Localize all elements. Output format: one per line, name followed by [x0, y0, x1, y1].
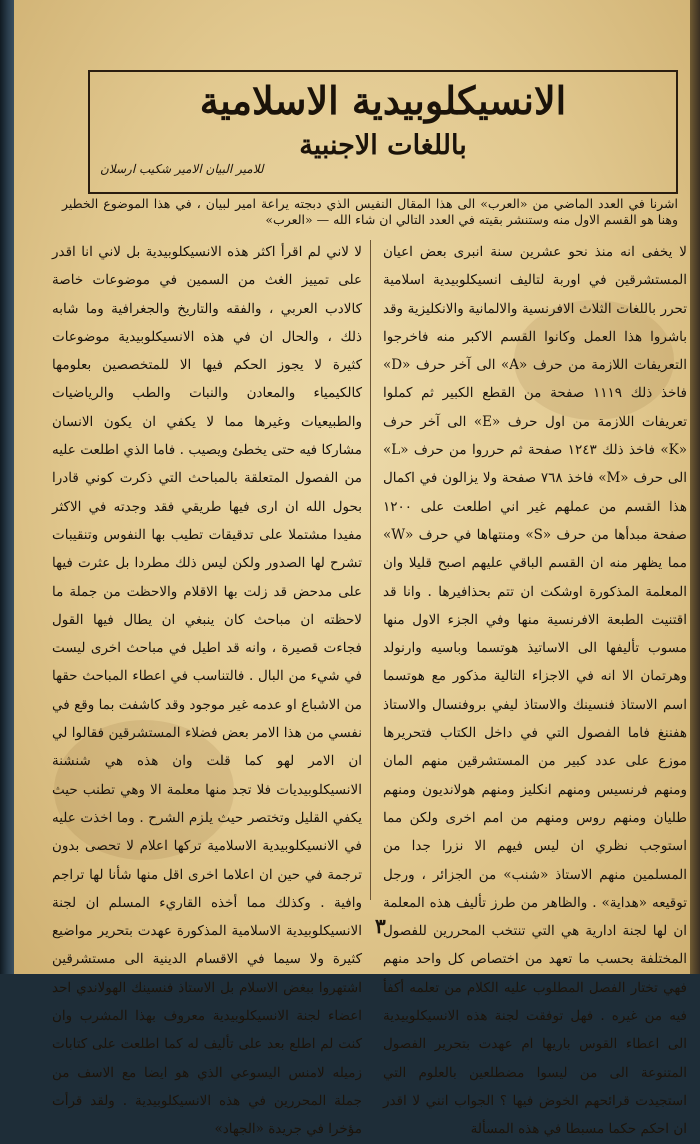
article-subtitle: باللغات الاجنبية [299, 130, 467, 161]
article-author: للامير البيان الامير شكيب ارسلان [100, 162, 264, 176]
book-binding [0, 0, 14, 974]
right-column-text: لا يخفى انه منذ نحو عشرين سنة انبرى بعض اعيان المستشرقين في اوربة لتاليف انسيكلوبيدية اسلامية تحرر باللغات الثلاث الافرنسية والالمانية والانكليزية وقد باشروا هذا العمل وكانوا القسم الاكبر منه فاخرجوا التعريفات اللازمة من حرف «A» الى آخر حرف «D» فاخذ ذلك ١١١٩ صفحة من القطع الكبير ثم كملوا تعريفات اللازمة من اول حرف «E» الى آخر حرف «K» فاخذ ذلك ١٢٤٣ صفحة ثم حرروا من حرف «L» الى حرف «M» فاخذ ٧٦٨ صفحة ولا يزالون في اكمال هذا القسم من عملهم غير اني اطلعت على ١٢٠٠ صفحة مبدأها من حرف «S» ومنتهاها في حرف «W» مما يظهر منه ان القسم الباقي عليهم اصبح قليلا وان المعلمة المذكورة اوشكت ان تتم بحذافيرها . وانا قد اقتنيت الطبعة الافرنسية منها وفي الجزء الاول منها مسوب تأليفها الى الاساتيذ هوتسما وباسيه وارنولد وهرتمان الا انه في الاجزاء التالية مذكور مع هوتسما اسم الاستاذ فنسينك والاستاذ ليفي بروفنسال والاستاذ هفننغ فاما الفصول التي في داخل الكتاب فتحريرها موزع على عدد كبير من المستشرقين منهم المان ومنهم فرنسيس ومنهم انكليز ومنهم هولانديون ومنهم طليان ومنهم روس ومنهم من امم اخرى ولكن مما استوجب نظري ان ليس فيهم الا نزرا جدا من المسلمين منهم الاستاذ «شنب» من الجزائر ، ورجل توقيعه «هداية» . والظاهر من طرز تأليف هذه المعلمة ان لها لجنة ادارية هي التي تنتخب المحررين للفصول المختلفة بحسب ما تعهد من اختصاص كل واحد منهم فهي تختار الفصل المطلوب عليه الكلام من تعلمه أكفأ فيه من غيره . فهل توفقت لجنة هذه الانسيكلوبيدية الى اعطاء القوس باريها ام عهدت بتحرير الفصول المتنوعة الى من ليسوا مضطلعين بالعلوم التي استجيدت قرائحهم الخوض فيها ؟ الجواب انني لا اقدر ان احكم حكما مسبطا في هذه المسألة [383, 244, 688, 1138]
page-number: ٣ [375, 914, 386, 938]
article-title: الانسيكلوبيدية الاسلامية [199, 78, 567, 123]
left-column-text: لا لاني لم اقرأ اكثر هذه الانسيكلوبيدية بل لاني انا اقدر على تمييز الغث من السمين في موضوعات خاصة كالادب العربي ، والفقه والتاريخ والجغرافية وما شابه ذلك ، والحال ان في هذه الانسيكلوبيدية موضوعات كثيرة لا يجوز الحكم فيها الا للمتخصصين بعلومها كالكيمياء والمعادن والنبات والطب والرياضيات والطبيعيات وغيرها مما لا يكفي ان يكون الانسان مشاركا فيه حتى يخطئ ويصيب . فاما الذي اطلعت عليه من الفصول المتعلقة بالمباحث التي ذكرت كوني قادرا بحول الله ان ارى فيها طريقي فقد وجدته في الاكثر مفيدا مشتملا على تدقيقات تطيب بها النفوس وتنقيبات تشرح لها الصدور ولكن ليس ذلك مطردا بل عثرت فيها على مدحض قد زلت بها الاقلام والاحظت من جملة ما لاحظته ان مباحث كان ينبغي ان يطال فيها القول فجاءت قصيرة ، وانه قد اطيل في مباحث اخرى ليست في شيء من البال . فالتناسب في اعطاء المباحث حقها من الاشباع او عدمه غير موجود وقد كاشفت بما وقع في نفسي من هذا الامر بعض فضلاء المستشرقين فقالوا لي ان الامر لهو كما قلت وان هذه هي شنشنة الانسيكلوبيديات فلا تجد منها معلمة الا وهي تطنب حيث يكفي القليل وتختصر حيث يلزم الشرح . وما اخذت عليه في الانسيكلوبيدية الاسلامية تركها اعلام لا تحصى بدون ترجمة في حين ان اعلاما اخرى اقل منها شأنا لها تراجم وافية . وكذلك مما أخذه القاريء المسلم ان لجنة الانسيكلوبيدية الاسلامية المذكورة عهدت بتحرير مواضيع كثيرة ولا سيما في الاقسام الدينية الى مستشرقين اشتهروا ببغض الاسلام بل الاستاذ فنسينك الهولاندي احد اعضاء لجنة الانسيكلوبيدية معروف بهذا المشرب وان كنت لم اطلع بعد على تأليف له كما اطلعت على كتابات زميله لامنس اليسوعي الذي هو ايضا مع الاسف من جملة المحررين في هذه الانسيكلوبيدية . ولقد قرأت مؤخرا في جريدة «الجهاد» [52, 244, 362, 1138]
editor-note: اشرنا في العدد الماضي من «العرب» الى هذا المقال النفيس الذي دبجته يراعة امير لبيان ، في هذا الموضوع الخطير وهنا هو القسم الاول منه وستنشر بقيته في العدد التالي ان شاء الله — «العرب» [62, 196, 678, 227]
magazine-page [14, 0, 690, 1138]
title-frame [88, 70, 678, 194]
column-divider [370, 240, 371, 900]
page-edge [690, 0, 700, 974]
